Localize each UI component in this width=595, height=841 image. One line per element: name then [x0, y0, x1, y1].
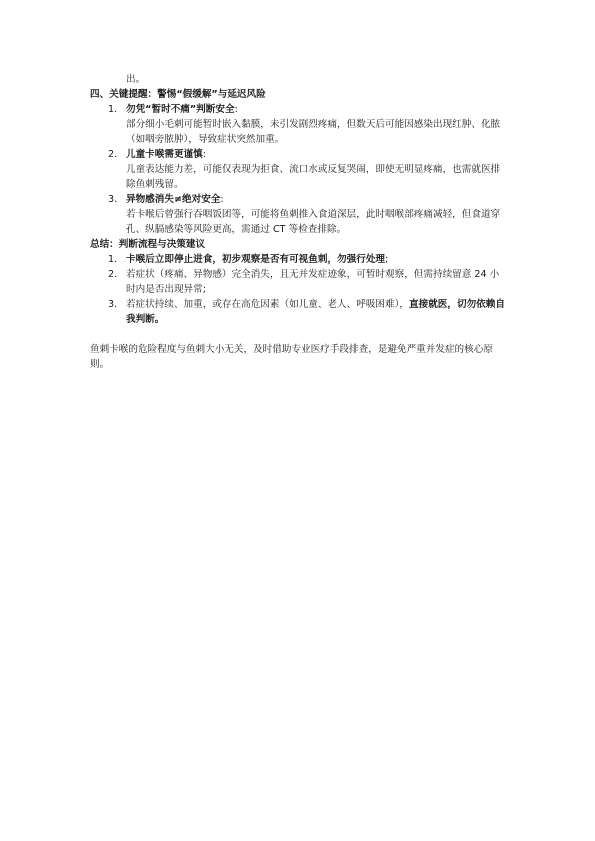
reminder-colon: : [234, 104, 238, 115]
reminder-body: 若卡喉后曾强行吞咽饭团等，可能将鱼刺推入食道深层，此时咽喉部疼痛减轻，但食道穿孔、纵膈感染等风险更高，需通过 CT 等检查排除。 [126, 209, 501, 235]
summary-text: 若症状持续、加重，或存在高危因素（如儿童、老人、呼吸困难）， [126, 299, 410, 310]
reminder-colon: : [202, 149, 206, 160]
reminder-item-3 [90, 192, 506, 237]
reminder-body: 儿童表达能力差，可能仅表现为拒食、流口水或反复哭闹，即使无明显疼痛，也需就医排除鱼刺残留。 [126, 164, 501, 190]
conclusion-paragraph: 鱼刺卡喉的危险程度与鱼刺大小无关，及时借助专业医疗手段排查，是避免严重并发症的核心原则。 [90, 344, 493, 370]
reminder-item-1 [90, 102, 506, 147]
list-number: 3. [108, 299, 118, 310]
reminder-title: 勿凭“暂时不痛”判断安全 [126, 104, 235, 115]
summary-item-3 [90, 297, 506, 327]
summary-bold-text: 卡喉后立即停止进食，初步观察是否有可视鱼刺，勿强行处理 [126, 254, 386, 265]
section-heading-key-reminders: 四、关键提醒：警惕“假缓解”与延迟风险 [90, 89, 266, 100]
summary-item-2 [90, 267, 506, 297]
continuation-text: 出。 [126, 74, 146, 85]
reminder-title: 儿童卡喉需更谨慎 [126, 149, 203, 160]
summary-text: 若症状（疼痛、异物感）完全消失，且无并发症迹象，可暂时观察，但需持续留意 24 小时内是否出现异常; [126, 269, 500, 295]
reminder-colon: : [220, 194, 224, 205]
list-number: 1. [108, 104, 118, 115]
list-number: 1. [108, 254, 118, 265]
reminder-body: 部分细小毛刺可能暂时嵌入黏膜，未引发剧烈疼痛，但数天后可能因感染出现红肿、化脓（如咽旁脓肿），导致症状突然加重。 [126, 119, 501, 145]
summary-item-1 [90, 252, 506, 267]
list-number: 2. [108, 149, 118, 160]
document-body [90, 72, 506, 372]
reminder-item-2 [90, 147, 506, 192]
summary-text: ; [385, 254, 389, 265]
summary-bold-text: 直接就医，切勿依赖自我判断。 [126, 299, 505, 325]
list-number: 3. [108, 194, 118, 205]
section-heading-summary: 总结：判断流程与决策建议 [90, 239, 206, 250]
reminder-title: 异物感消失≠绝对安全 [126, 194, 221, 205]
list-number: 2. [108, 269, 118, 280]
